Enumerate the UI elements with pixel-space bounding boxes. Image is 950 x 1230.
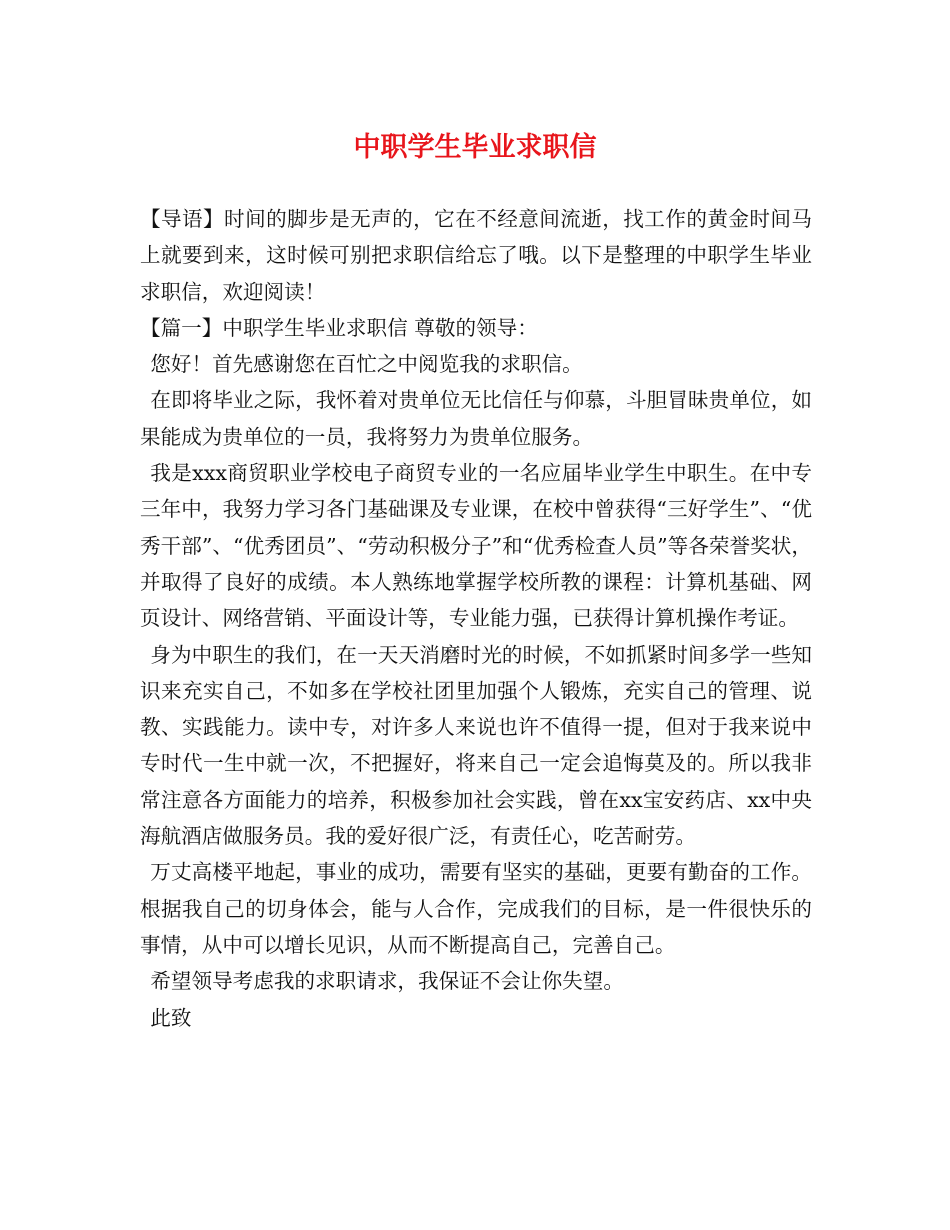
document-body <box>140 201 812 1036</box>
body-paragraph-2: 我是xxx商贸职业学校电子商贸专业的一名应届毕业学生中职生。在中专三年中，我努力学习各门基础课及专业课，在校中曾获得“三好学生”、“优秀干部”、“优秀团员”、“劳动积极分子”和“优秀检查人员”等各荣誉奖状，并取得了良好的成绩。本人熟练地掌握学校所教的课程：计算机基础、网页设计、网络营销、平面设计等，专业能力强，已获得计算机操作考证。 <box>140 461 812 631</box>
closing-paragraph: 希望领导考虑我的求职请求，我保证不会让你失望。 <box>150 969 624 994</box>
section-heading: 【篇一】中职学生毕业求职信 尊敬的领导： <box>140 315 538 340</box>
body-paragraph-3: 身为中职生的我们，在一天天消磨时光的时候，不如抓紧时间多学一些知识来充实自己，不如多在学校社团里加强个人锻炼，充实自己的管理、说教、实践能力。读中专，对许多人来说也许不值得一提，但对于我来说中专时代一生中就一次，不把握好，将来自己一定会追悔莫及的。所以我非常注意各方面能力的培养，积极参加社会实践，曾在xx宝安药店、xx中央海航酒店做服务员。我的爱好很广泛，有责任心，吃苦耐劳。 <box>140 642 812 849</box>
greeting-paragraph: 您好！首先感谢您在百忙之中阅览我的求职信。 <box>150 352 583 377</box>
body-paragraph-1: 在即将毕业之际，我怀着对贵单位无比信任与仰慕，斗胆冒昧贵单位，如果能成为贵单位的一员，我将努力为贵单位服务。 <box>140 388 812 449</box>
body-paragraph-4: 万丈高楼平地起，事业的成功，需要有坚实的基础，更要有勤奋的工作。根据我自己的切身体会，能与人合作，完成我们的目标，是一件很快乐的事情，从中可以增长见识，从而不断提高自己，完善自己。 <box>140 860 812 957</box>
document-title: 中职学生毕业求职信 <box>353 132 597 163</box>
salutation: 此致 <box>150 1005 192 1030</box>
intro-paragraph: 【导语】时间的脚步是无声的，它在不经意间流逝，找工作的黄金时间马上就要到来，这时候可别把求职信给忘了哦。以下是整理的中职学生毕业求职信，欢迎阅读！ <box>140 207 812 304</box>
